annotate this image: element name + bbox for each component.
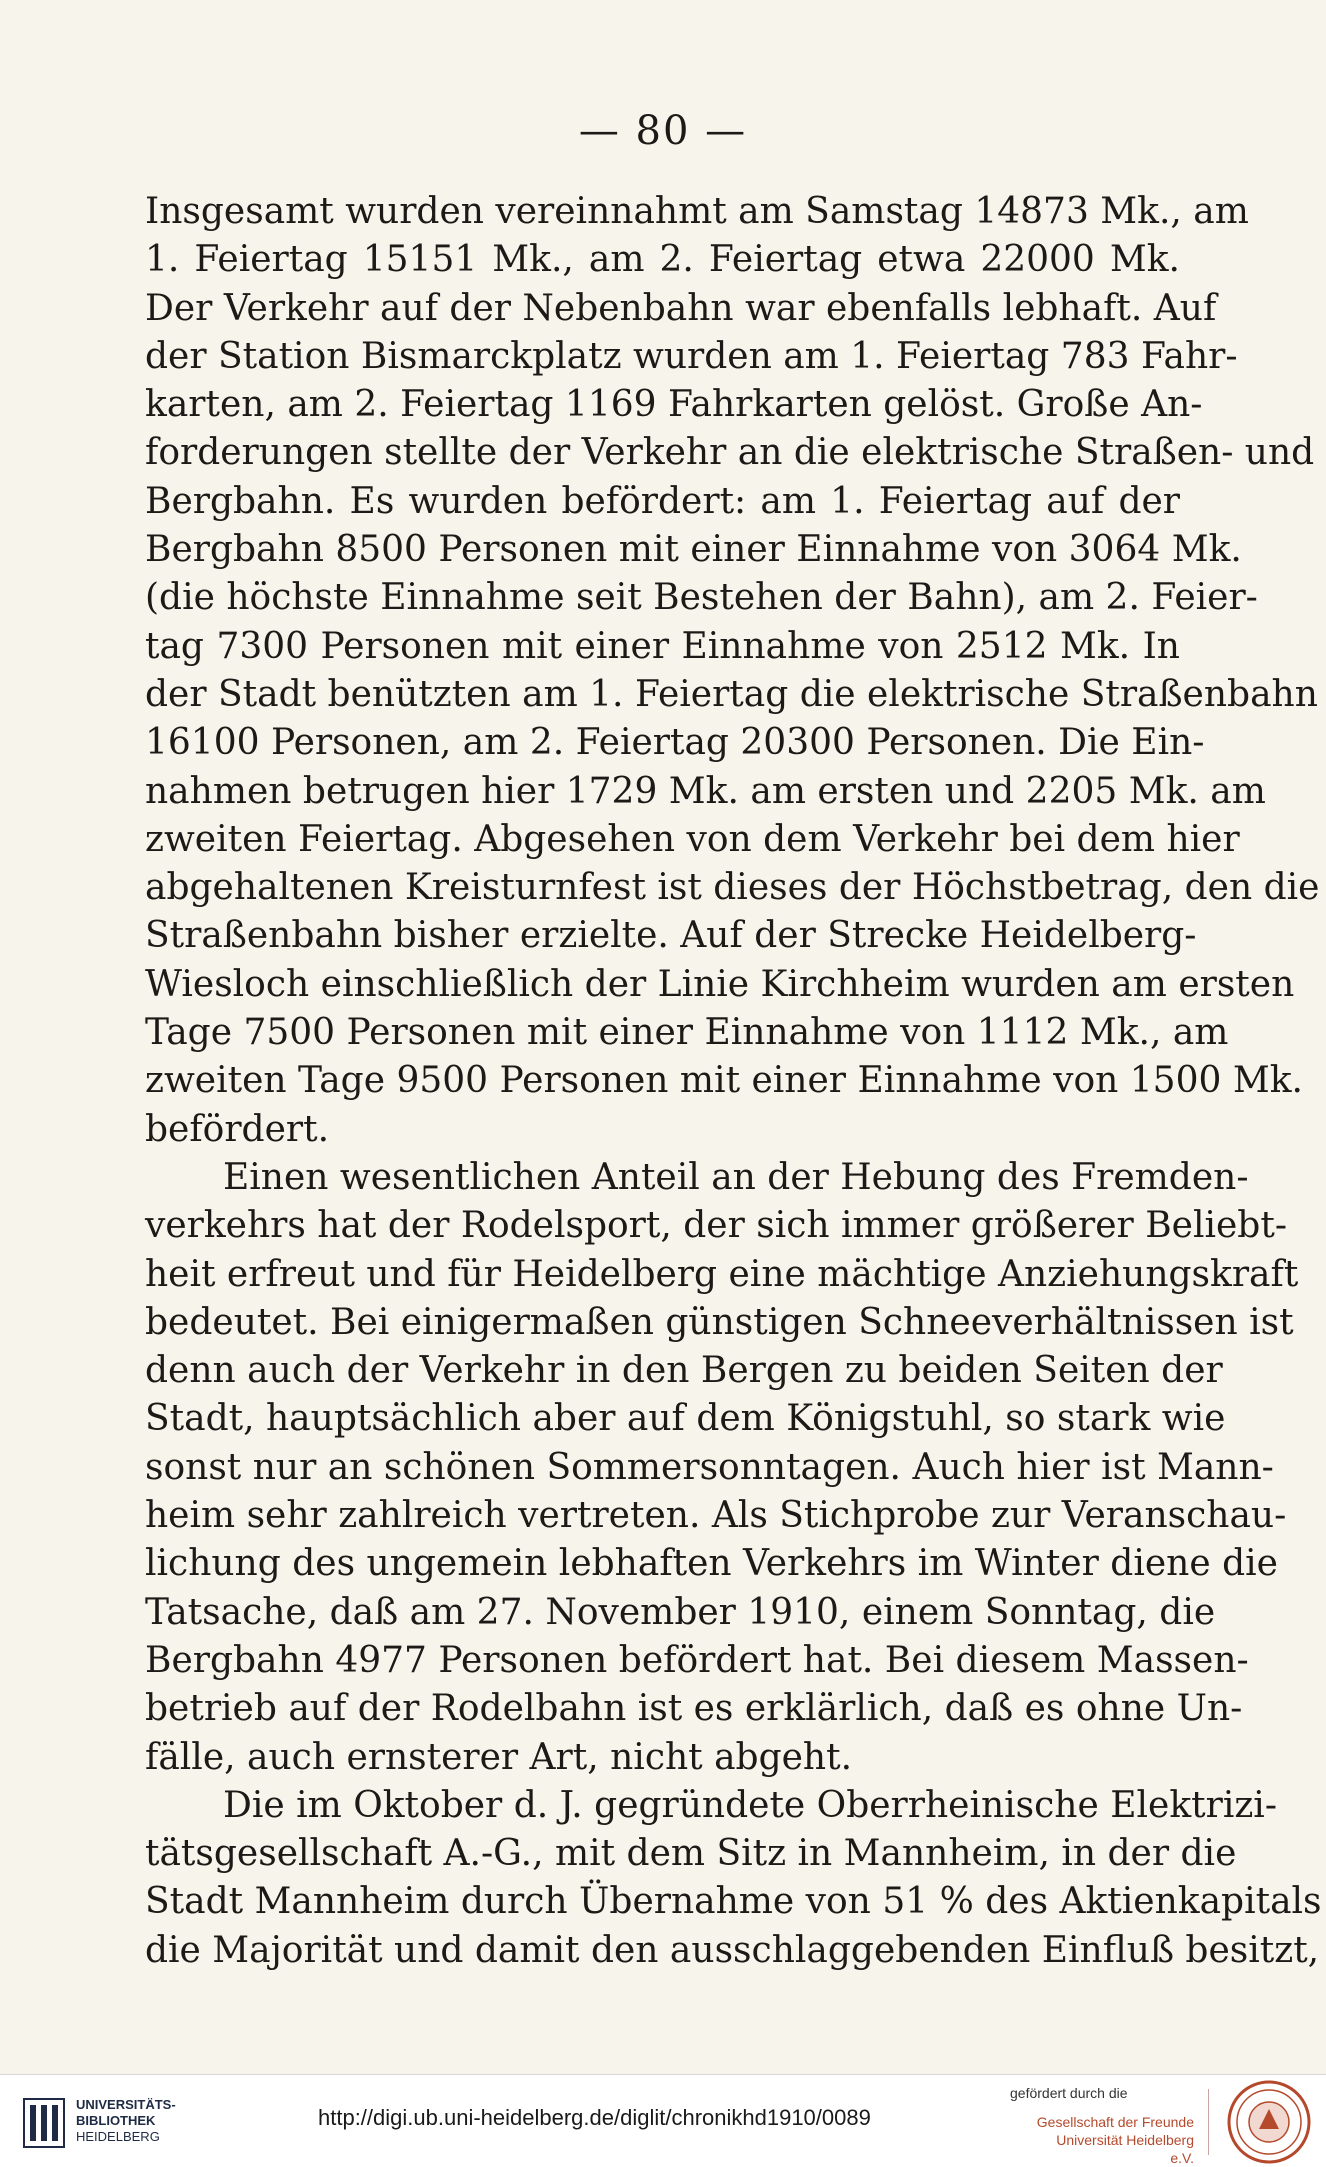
text-line: Der Verkehr auf der Nebenbahn war ebenfalls lebhaft. Auf (145, 287, 1217, 329)
society-name-line: Universität Heidelberg e.V. (1056, 2132, 1194, 2166)
text-line: Tage 7500 Personen mit einer Einnahme von 1112 Mk., am (145, 1012, 1229, 1054)
text-line: karten, am 2. Feiertag 1169 Fahrkarten gelöst. Große An- (145, 384, 1203, 426)
text-line: der Station Bismarckplatz wurden am 1. Feiertag 783 Fahr- (145, 335, 1238, 377)
text-line: Bergbahn. Es wurden befördert: am 1. Feiertag auf der (145, 480, 1180, 522)
text-line: sonst nur an schönen Sommersonntagen. Auch hier ist Mann- (145, 1446, 1274, 1488)
footer-bar (0, 2074, 1326, 2167)
page-number: — 80 — (578, 108, 748, 154)
text-line: Einen wesentlichen Anteil an der Hebung des Fremden- (223, 1156, 1249, 1198)
text-line: Stadt Mannheim durch Übernahme von 51 % des Aktienkapitals (145, 1881, 1322, 1923)
text-line: betrieb auf der Rodelbahn ist es erklärlich, daß es ohne Un- (145, 1688, 1243, 1730)
text-line: befördert. (145, 1108, 330, 1150)
text-line: nahmen betrugen hier 1729 Mk. am ersten und 2205 Mk. am (145, 770, 1266, 812)
text-line: abgehaltenen Kreisturnfest ist dieses der Höchstbetrag, den die (145, 867, 1320, 909)
text-line: Bergbahn 4977 Personen befördert hat. Bei diesem Massen- (145, 1639, 1249, 1681)
text-line: 16100 Personen, am 2. Feiertag 20300 Personen. Die Ein- (145, 722, 1205, 764)
text-line: zweiten Tage 9500 Personen mit einer Einnahme von 1500 Mk. (145, 1060, 1303, 1102)
paragraph (145, 1782, 1322, 1975)
text-line: zweiten Feiertag. Abgesehen von dem Verkehr bei dem hier (145, 818, 1240, 860)
text-line: 1. Feiertag 15151 Mk., am 2. Feiertag etwa 22000 Mk. (145, 239, 1180, 281)
permalink-url[interactable]: http://digi.ub.uni-heidelberg.de/diglit/chronikhd1910/0089 (318, 2105, 871, 2130)
text-line: Bergbahn 8500 Personen mit einer Einnahme von 3064 Mk. (145, 529, 1242, 571)
text-line: bedeutet. Bei einigermaßen günstigen Schneeverhältnissen ist (145, 1301, 1294, 1343)
society-name-line: Gesellschaft der Freunde (1036, 2114, 1194, 2130)
library-name-line: UNIVERSITÄTS- (76, 2097, 176, 2112)
text-line: Straßenbahn bisher erzielte. Auf der Strecke Heidelberg- (145, 915, 1197, 957)
text-line: der Stadt benützten am 1. Feiertag die elektrische Straßenbahn (145, 673, 1318, 715)
text-line: denn auch der Verkehr in den Bergen zu beiden Seiten der (145, 1350, 1223, 1392)
text-line: Tatsache, daß am 27. November 1910, einem Sonntag, die (145, 1591, 1216, 1633)
text-line: Insgesamt wurden vereinnahmt am Samstag 14873 Mk., am (145, 191, 1249, 232)
text-line: heit erfreut und für Heidelberg eine mächtige Anziehungskraft (145, 1253, 1299, 1295)
text-line: Stadt, hauptsächlich aber auf dem Königstuhl, so stark wie (145, 1398, 1226, 1440)
text-line: verkehrs hat der Rodelsport, der sich immer größerer Beliebt- (145, 1205, 1287, 1247)
text-line: fälle, auch ernsterer Art, nicht abgeht. (145, 1736, 853, 1778)
text-line: lichung des ungemein lebhaften Verkehrs im Winter diene die (145, 1543, 1278, 1585)
text-line: Die im Oktober d. J. gegründete Oberrheinische Elektrizi- (223, 1784, 1277, 1826)
text-line: tag 7300 Personen mit einer Einnahme von 2512 Mk. In (145, 625, 1180, 667)
text-line: heim sehr zahlreich vertreten. Als Stichprobe zur Veranschau- (145, 1495, 1287, 1537)
society-name (1034, 2113, 1194, 2167)
text-line: die Majorität und damit den ausschlaggebenden Einfluß besitzt, (145, 1929, 1320, 1971)
paragraph (145, 1154, 1299, 1782)
funded-by-label: gefördert durch die (1010, 2085, 1128, 2101)
text-line: (die höchste Einnahme seit Bestehen der Bahn), am 2. Feier- (145, 577, 1258, 619)
library-name-line: BIBLIOTHEK (76, 2113, 156, 2128)
paragraph (145, 188, 1320, 1154)
divider (1208, 2089, 1209, 2155)
library-name (76, 2097, 176, 2145)
text-line: Wiesloch einschließlich der Linie Kirchheim wurden am ersten (145, 963, 1295, 1005)
body-text (145, 188, 1322, 1975)
text-line: forderungen stellte der Verkehr an die elektrische Straßen- und (145, 432, 1315, 474)
university-seal-icon (1226, 2079, 1312, 2165)
university-library-logo (22, 2097, 66, 2149)
text-line: tätsgesellschaft A.-G., mit dem Sitz in Mannheim, in der die (145, 1833, 1237, 1875)
library-name-line: HEIDELBERG (76, 2129, 160, 2144)
